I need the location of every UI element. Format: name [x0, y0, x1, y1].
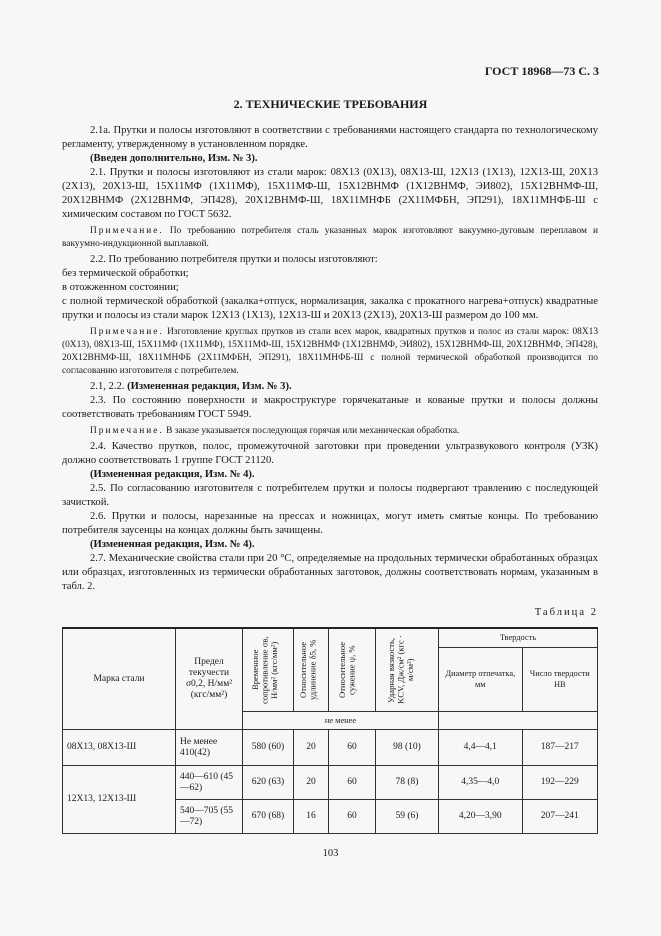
header-hb: Число твердости НВ	[522, 647, 597, 711]
note-text: Изготовление круглых прутков из стали всех марок, квадратных прутков и полос из стали марок: 08Х13 (0Х13), 08Х13-Ш, 15Х11МФ (1Х11МФ), 15Х11МФ-Ш, 15Х12ВНМФ (1Х12ВНМФ, ЭИ802), 15Х12ВНМФ-Ш, 20Х12ВНМФ, ЭП428), 20Х12ВНМФ-Ш, 18Х11МНФБ (2Х11МФБН, ЭП291), 18Х11МНФБ-Ш с полной термической обработкой производится по согласованию изготовителя с потребителем.	[62, 327, 599, 376]
table-caption: Таблица 2	[534, 607, 598, 618]
cell-tensile: 580 (60)	[243, 730, 294, 766]
header-tensile-text: Временное сопротивление σв, Н/мм² (кгс/мм²)	[250, 636, 279, 704]
note-3	[62, 425, 598, 438]
section-title: 2. ТЕХНИЧЕСКИЕ ТРЕБОВАНИЯ	[233, 97, 428, 111]
paragraph-2-5: 2.5. По согласованию изготовителя с потребителем прутки и полосы подвергают травлению с последующей зачисткой.	[62, 483, 598, 508]
header-min: не менее	[243, 712, 439, 730]
cell-elongation: 20	[294, 766, 329, 800]
page-number: 103	[322, 848, 339, 859]
cell-reduction: 60	[329, 766, 376, 800]
header-yield	[176, 628, 243, 730]
header-hardness: Твердость	[439, 628, 598, 647]
cell-reduction: 60	[329, 730, 376, 766]
cell-grade: 08Х13, 08Х13-Ш	[63, 730, 176, 766]
note-text: По требованию потребителя сталь указанных марок изготовляют вакуумно-дуговым переплавом и вакуумно-индукционной выплавкой.	[62, 226, 599, 249]
note-label: Примечание.	[90, 226, 164, 236]
note-text: В заказе указывается последующая горячая или механическая обработка.	[166, 426, 460, 436]
cell-elongation: 16	[294, 800, 329, 834]
header-diameter: Диаметр отпечатка, мм	[439, 647, 523, 711]
cell-elongation: 20	[294, 730, 329, 766]
cell-grade: 12Х13, 12Х13-Ш	[63, 766, 176, 834]
header-impact	[376, 628, 439, 712]
cell-yield: 540—705 (55—72)	[176, 800, 243, 834]
header-elongation	[294, 628, 329, 712]
header-empty	[439, 712, 598, 730]
edit-note: (Введен дополнительно, Изм. № 3).	[90, 153, 258, 164]
paragraph-2-1a: 2.1а. Прутки и полосы изготовляют в соответствии с требованиями настоящего стандарта по технологическому регламенту, утвержденному в установленном порядке.	[62, 125, 598, 150]
header-reduction-text: Относительное сужение ψ, %	[337, 641, 357, 699]
header-yield-line: Предел текучести	[188, 657, 230, 678]
paragraph-2-1: 2.1. Прутки и полосы изготовляют из стали марок: 08Х13 (0Х13), 08Х13-Ш, 12Х13 (1Х13), 12Х13-Ш, 20Х13 (2Х13), 20Х13-Ш, 15Х11МФ (1Х11МФ), 15Х11МФ-Ш, 15Х12ВНМФ (1Х12ВНМФ, ЭИ802), 15Х12ВНМФ-Ш, 20Х12ВНМФ (2Х12ВНМФ, ЭП428), 20Х12ВНМФ-Ш, 18Х11МНФБ (2Х11МФБН, ЭП291), 18Х11МНФБ-Ш с химическим составом по ГОСТ 5632.	[62, 167, 598, 220]
page-header: ГОСТ 18968—73 С. 3	[484, 64, 599, 78]
list-item: с полной термической обработкой (закалка+отпуск, нормализация, закалка с прокатного нагрева+отпуск) квадратные прутки и полосы из стали марок 12Х13 (1Х13), 12Х13-Ш и 20Х13 (2Х13), 20Х13-Ш размером до 100 мм.	[62, 296, 598, 321]
cell-yield: 440—610 (45—62)	[176, 766, 243, 800]
list-item: без термической обработки;	[62, 268, 189, 279]
cell-hb: 207—241	[522, 800, 597, 834]
header-yield-line: (кгс/мм²)	[190, 690, 228, 700]
note-label: Примечание.	[90, 327, 164, 337]
cell-reduction: 60	[329, 800, 376, 834]
note-label: Примечание.	[90, 426, 164, 436]
cell-impact: 98 (10)	[376, 730, 439, 766]
paragraph-2-7: 2.7. Механические свойства стали при 20 °С, определяемые на продольных термически обработанных образцах или образцах, изготовленных из термически обработанных заготовок, должны соответствовать нормам, указанным в табл. 2.	[62, 553, 598, 592]
cell-tensile: 670 (68)	[243, 800, 294, 834]
cell-yield: Не менее 410(42)	[176, 730, 243, 766]
edit-note	[62, 380, 598, 394]
note-1	[62, 225, 598, 251]
cell-impact: 59 (6)	[376, 800, 439, 834]
cell-tensile: 620 (63)	[243, 766, 294, 800]
edit-ref: 2.1, 2.2.	[90, 381, 125, 392]
cell-impact: 78 (8)	[376, 766, 439, 800]
mechanical-properties-table	[62, 627, 598, 834]
cell-diameter: 4,20—3,90	[439, 800, 523, 834]
cell-hb: 192—229	[522, 766, 597, 800]
edit-note: (Измененная редакция, Изм. № 4).	[90, 539, 255, 550]
cell-diameter: 4,35—4,0	[439, 766, 523, 800]
cell-hb: 187—217	[522, 730, 597, 766]
paragraph-2-3: 2.3. По состоянию поверхности и макроструктуре горячекатаные и кованые прутки и полосы должны соответствовать требованиям ГОСТ 5949.	[62, 395, 598, 420]
paragraph-2-4: 2.4. Качество прутков, полос, промежуточной заготовки при проведении ультразвукового контроля (УЗК) должно соответствовать 1 группе ГОСТ 21120.	[62, 441, 598, 466]
edit-text: (Измененная редакция, Изм. № 3).	[127, 381, 292, 392]
document-body	[62, 124, 598, 834]
note-2	[62, 326, 598, 378]
paragraph-2-6: 2.6. Прутки и полосы, нарезанные на прессах и ножницах, могут иметь смятые концы. По требованию потребителя заусенцы на концах должны быть зачищены.	[62, 511, 598, 536]
header-elongation-text: Относительное удлинение δ5, %	[298, 639, 318, 701]
edit-note: (Измененная редакция, Изм. № 4).	[90, 469, 255, 480]
list-item: в отожженном состоянии;	[62, 282, 179, 293]
header-yield-line: σ0,2, Н/мм²	[185, 679, 233, 689]
paragraph-2-2: 2.2. По требованию потребителя прутки и полосы изготовляют:	[90, 254, 378, 265]
header-grade: Марка стали	[63, 628, 176, 730]
header-impact-text: Ударная вязкость, KCV, Дж/см² (кгс · м/см²)	[386, 635, 415, 705]
header-reduction	[329, 628, 376, 712]
cell-diameter: 4,4—4,1	[439, 730, 523, 766]
header-tensile	[243, 628, 294, 712]
